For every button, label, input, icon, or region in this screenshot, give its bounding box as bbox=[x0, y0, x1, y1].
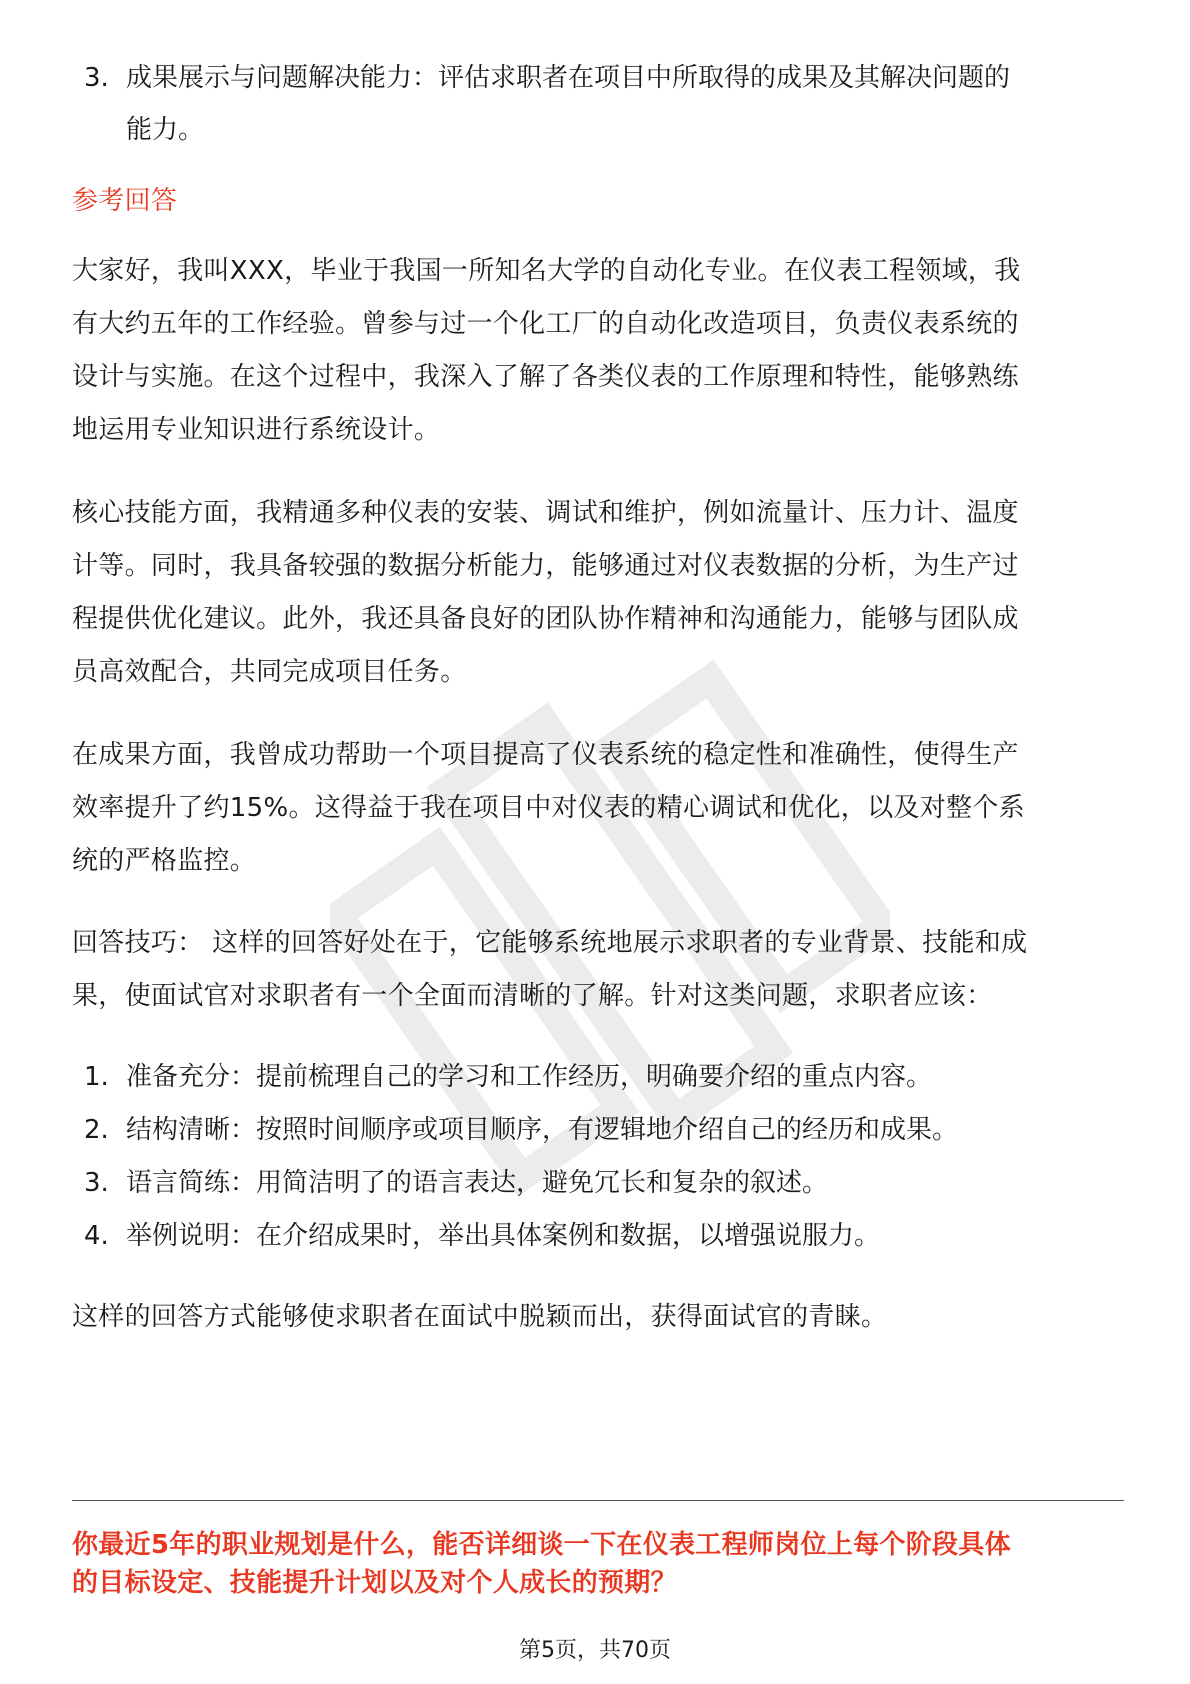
section-divider bbox=[72, 1500, 1124, 1501]
list-item-text: 结构清晰：按照时间顺序或项目顺序，有逻辑地介绍自己的经历和成果。 bbox=[126, 1115, 959, 1145]
list-number: 4. bbox=[84, 1221, 109, 1251]
next-question-line: 的目标设定、技能提升计划以及对个人成长的预期？ bbox=[72, 1568, 677, 1598]
list-item-text: 举例说明：在介绍成果时，举出具体案例和数据，以增强说服力。 bbox=[126, 1221, 881, 1251]
paragraph-line: 地运用专业知识进行系统设计。 bbox=[72, 415, 441, 445]
paragraph-line: 效率提升了约15%。这得益于我在项目中对仪表的精心调试和优化，以及对整个系 bbox=[72, 793, 1025, 823]
paragraph-line: 在成果方面，我曾成功帮助一个项目提高了仪表系统的稳定性和准确性，使得生产 bbox=[72, 740, 1019, 770]
list-number: 3. bbox=[84, 1168, 109, 1198]
closing-paragraph: 这样的回答方式能够使求职者在面试中脱颖而出，获得面试官的青睐。 bbox=[72, 1302, 888, 1332]
paragraph-line: 程提供优化建议。此外，我还具备良好的团队协作精神和沟通能力，能够与团队成 bbox=[72, 604, 1019, 634]
paragraph-line: 有大约五年的工作经验。曾参与过一个化工厂的自动化改造项目，负责仪表系统的 bbox=[72, 309, 1019, 339]
list-number: 1. bbox=[84, 1062, 109, 1092]
list-item-text: 语言简练：用简洁明了的语言表达，避免冗长和复杂的叙述。 bbox=[126, 1168, 829, 1198]
list-item-text: 成果展示与问题解决能力：评估求职者在项目中所取得的成果及其解决问题的 bbox=[126, 63, 1011, 93]
list-number: 3. bbox=[84, 63, 109, 93]
page-footer: 第5页，共70页 bbox=[519, 1638, 671, 1663]
paragraph-line: 统的严格监控。 bbox=[72, 846, 257, 876]
list-item-text: 准备充分：提前梳理自己的学习和工作经历，明确要介绍的重点内容。 bbox=[126, 1062, 933, 1092]
list-number: 2. bbox=[84, 1115, 109, 1145]
paragraph-line: 核心技能方面，我精通多种仪表的安装、调试和维护，例如流量计、压力计、温度 bbox=[72, 498, 1019, 528]
paragraph-line: 计等。同时，我具备较强的数据分析能力，能够通过对仪表数据的分析，为生产过 bbox=[72, 551, 1019, 581]
list-item-text: 能力。 bbox=[126, 115, 205, 145]
paragraph-line: 设计与实施。在这个过程中，我深入了解了各类仪表的工作原理和特性，能够熟练 bbox=[72, 362, 1019, 392]
tips-line: 果，使面试官对求职者有一个全面而清晰的了解。针对这类问题，求职者应该： bbox=[72, 981, 993, 1011]
answer-heading: 参考回答 bbox=[72, 186, 178, 216]
paragraph-line: 员高效配合，共同完成项目任务。 bbox=[72, 657, 467, 687]
next-question-line: 你最近5年的职业规划是什么，能否详细谈一下在仪表工程师岗位上每个阶段具体 bbox=[72, 1530, 1011, 1560]
tips-line: 回答技巧： 这样的回答好处在于，它能够系统地展示求职者的专业背景、技能和成 bbox=[72, 928, 1028, 958]
paragraph-line: 大家好，我叫XXX，毕业于我国一所知名大学的自动化专业。在仪表工程领域，我 bbox=[72, 256, 1021, 286]
